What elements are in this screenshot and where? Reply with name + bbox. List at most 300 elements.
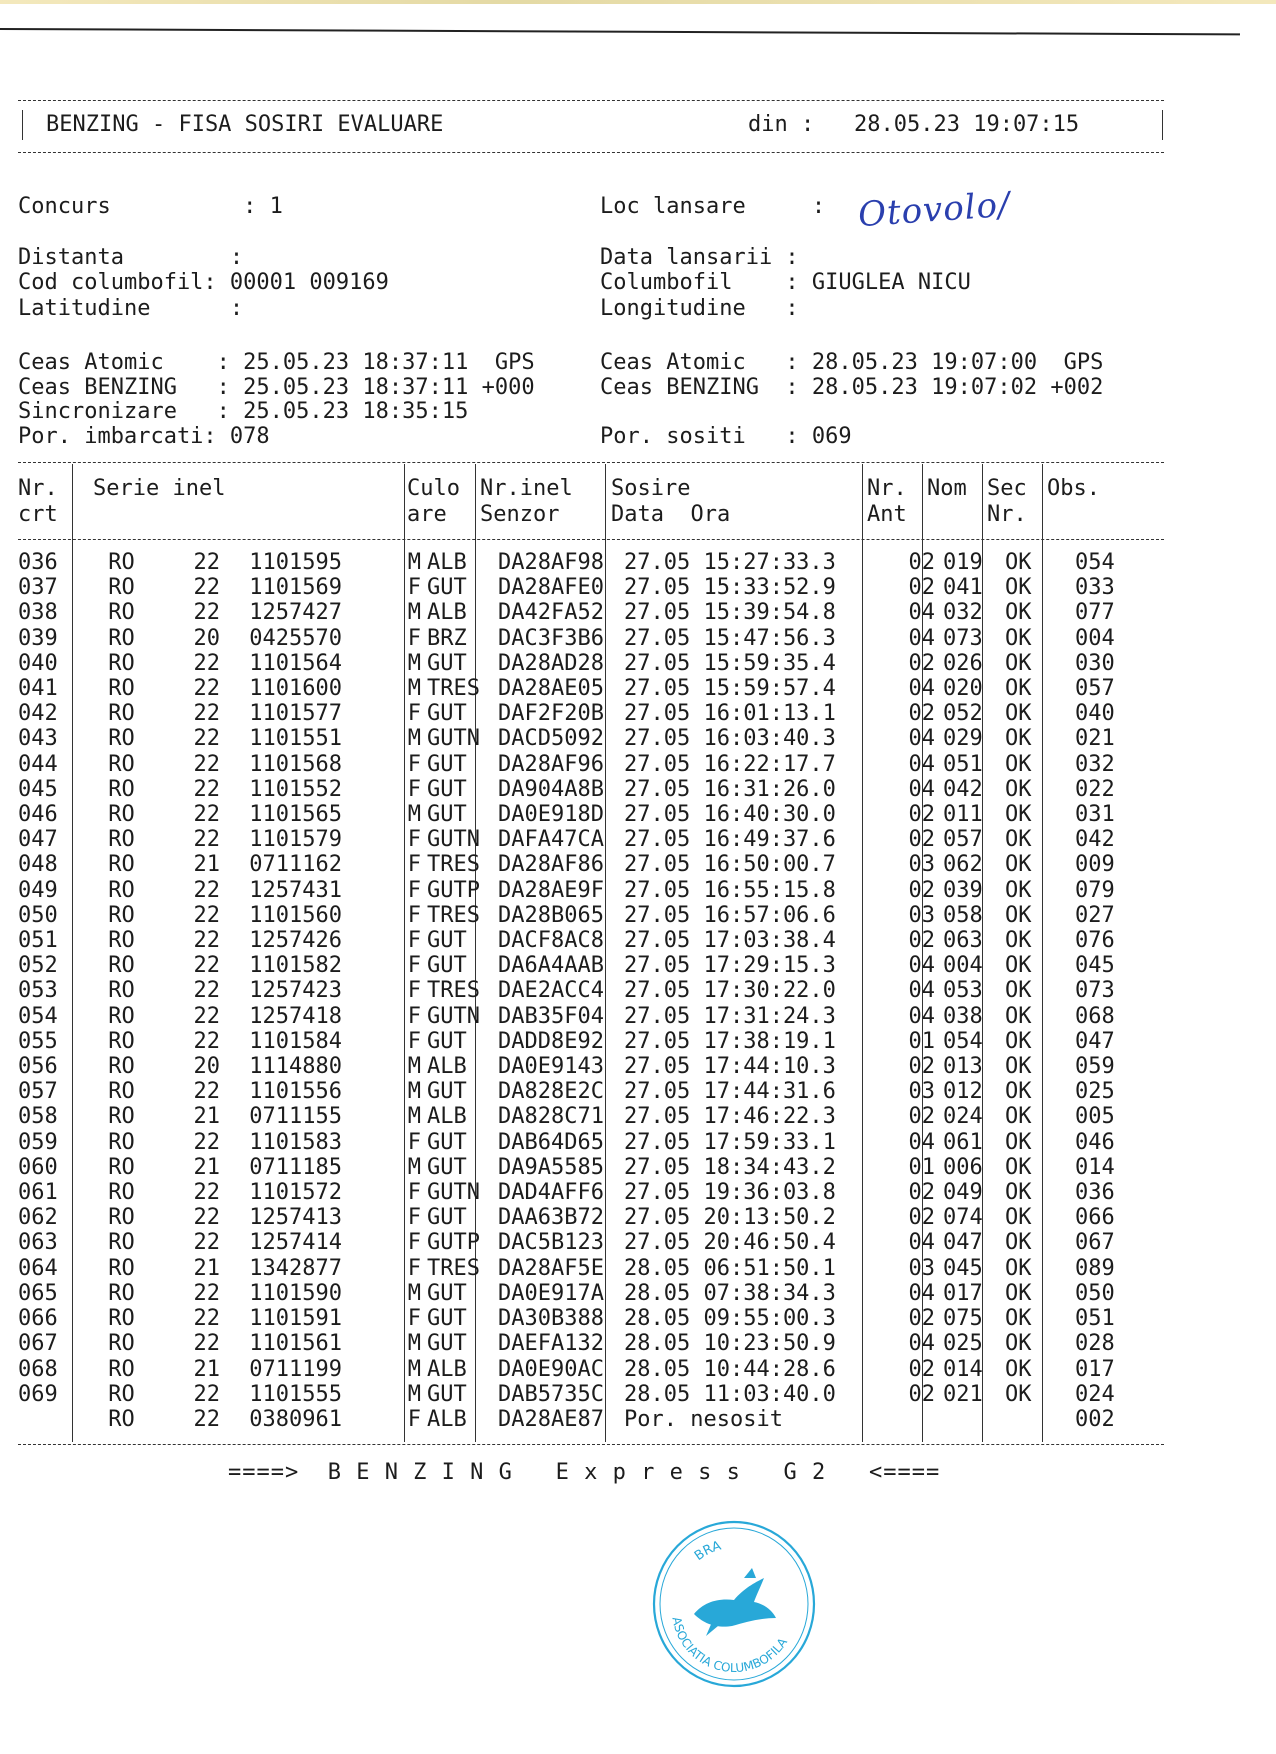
security-status: OK [1005,877,1032,903]
table-row [18,928,1175,953]
col-header-sosire: Sosire [611,476,691,501]
pigeon-sex: M [407,676,421,702]
pigeon-color: ALB [427,1356,467,1382]
porumbei-sositi: Por. sositi : 069 [600,424,852,449]
pigeon-color: ALB [427,600,467,626]
observation-value: 068 [1075,1003,1115,1029]
stamp-bottom-text: ASOCIATIA COLUMBOFILA [669,1615,790,1676]
ring-number: 1101569 [249,575,342,601]
table-row [18,1256,1175,1281]
table-row [18,978,1175,1003]
ring-number: 1101583 [249,1129,342,1155]
security-status: OK [1005,802,1032,828]
distanta-field: Distanta : [18,245,244,270]
ring-number: 1101584 [249,1028,342,1054]
sensor-ring-id: DA28AFE0 [498,575,604,601]
table-row [18,777,1175,802]
nominal-number: 074 [943,1205,983,1231]
ring-year: 22 [193,575,220,601]
pigeon-sex: F [407,776,421,802]
row-number: 051 [18,928,58,954]
row-number: 049 [18,877,58,903]
arrival-datetime: 28.05 10:23:50.9 [624,1331,836,1357]
observation-value: 076 [1075,928,1115,954]
observation-value: 077 [1075,600,1115,626]
ceas-benzing-end: Ceas BENZING : 28.05.23 19:07:02 +002 [600,375,1104,400]
arrival-datetime: 27.05 16:01:13.1 [624,701,836,727]
pigeon-color: ALB [427,1054,467,1080]
pigeon-color: GUT [427,802,467,828]
sensor-ring-id: DADD8E92 [498,1028,604,1054]
pigeon-sex: F [407,1129,421,1155]
row-number: 061 [18,1180,58,1206]
pigeon-color: GUTP [427,1230,480,1256]
pigeon-color: GUT [427,575,467,601]
ring-country: RO [108,1255,135,1281]
ring-year: 22 [193,1079,220,1105]
row-number: 041 [18,676,58,702]
observation-value: 030 [1075,650,1115,676]
table-row [18,1004,1175,1029]
observation-value: 045 [1075,953,1115,979]
security-status: OK [1005,1028,1032,1054]
nominal-number: 011 [943,802,983,828]
pigeon-color: GUTN [427,1180,480,1206]
row-number: 044 [18,751,58,777]
table-row [18,1230,1175,1255]
ring-country: RO [108,802,135,828]
antenna-number: 02 [908,1104,935,1130]
nominal-number: 029 [943,726,983,752]
sensor-ring-id: DAA63B72 [498,1205,604,1231]
arrival-datetime: 27.05 15:27:33.3 [624,550,836,575]
ring-number: 1101582 [249,953,342,979]
nominal-number: 024 [943,1104,983,1130]
arrival-datetime: 27.05 16:03:40.3 [624,726,836,752]
ring-year: 22 [193,827,220,853]
antenna-number: 04 [908,978,935,1004]
arrival-datetime: 27.05 20:13:50.2 [624,1205,836,1231]
observation-value: 040 [1075,701,1115,727]
security-status: OK [1005,1306,1032,1332]
ring-country: RO [108,953,135,979]
ring-country: RO [108,600,135,626]
pigeon-sex: M [407,726,421,752]
row-number: 045 [18,776,58,802]
ring-year: 22 [193,1230,220,1256]
security-status: OK [1005,776,1032,802]
ring-year: 22 [193,1331,220,1357]
ring-number: 1257423 [249,978,342,1004]
pigeon-color: GUT [427,1381,467,1407]
pigeon-sex: F [407,1406,421,1432]
nominal-number: 006 [943,1154,983,1180]
ring-number: 1257418 [249,1003,342,1029]
observation-value: 017 [1075,1356,1115,1382]
ring-country: RO [108,1306,135,1332]
observation-value: 022 [1075,776,1115,802]
nominal-number: 047 [943,1230,983,1256]
sensor-ring-id: DA904A8B [498,776,604,802]
nominal-number: 013 [943,1054,983,1080]
pigeon-color: GUT [427,1154,467,1180]
sensor-ring-id: DA0E9143 [498,1054,604,1080]
security-status: OK [1005,1280,1032,1306]
ring-country: RO [108,575,135,601]
ring-country: RO [108,625,135,651]
observation-value: 079 [1075,877,1115,903]
col-header-ant: Ant [867,502,907,527]
ring-number: 1101579 [249,827,342,853]
pigeon-color: GUT [427,1306,467,1332]
nominal-number: 063 [943,928,983,954]
security-status: OK [1005,751,1032,777]
antenna-number: 04 [908,1129,935,1155]
nominal-number: 049 [943,1180,983,1206]
antenna-number: 01 [908,1028,935,1054]
security-status: OK [1005,978,1032,1004]
observation-value: 027 [1075,902,1115,928]
row-number: 046 [18,802,58,828]
ring-country: RO [108,902,135,928]
sensor-ring-id: DAEFA132 [498,1331,604,1357]
arrival-datetime: 27.05 19:36:03.8 [624,1180,836,1206]
sensor-ring-id: DA6A4AAB [498,953,604,979]
pigeon-sex: F [407,978,421,1004]
antenna-number: 04 [908,751,935,777]
pigeon-color: TRES [427,902,480,928]
pigeon-sex: F [407,701,421,727]
nominal-number: 062 [943,852,983,878]
nominal-number: 061 [943,1129,983,1155]
observation-value: 032 [1075,751,1115,777]
nominal-number: 054 [943,1028,983,1054]
table-row [18,1155,1175,1180]
antenna-number: 02 [908,877,935,903]
arrival-datetime: 27.05 15:39:54.8 [624,600,836,626]
pigeon-sex: M [407,550,421,575]
antenna-number: 04 [908,676,935,702]
pigeon-color: GUT [427,928,467,954]
sensor-ring-id: DA42FA52 [498,600,604,626]
col-header-culoare-2: are [407,502,447,527]
arrival-datetime: 27.05 15:59:57.4 [624,676,836,702]
ring-year: 21 [193,1154,220,1180]
pigeon-color: GUT [427,1280,467,1306]
pigeon-sex: F [407,1028,421,1054]
observation-value: 002 [1075,1406,1115,1432]
col-header-sec-nr: Nr. [987,502,1027,527]
col-header-serie: Serie inel [93,476,226,501]
ring-country: RO [108,1331,135,1357]
table-row [18,827,1175,852]
pigeon-color: GUT [427,1205,467,1231]
sensor-ring-id: DAF2F20B [498,701,604,727]
ring-year: 22 [193,1306,220,1332]
pigeon-sex: F [407,827,421,853]
row-number: 062 [18,1205,58,1231]
nominal-number [939,1407,999,1432]
row-number: 056 [18,1054,58,1080]
ring-year: 22 [193,701,220,727]
security-status: OK [1005,1129,1032,1155]
row-number: 069 [18,1381,58,1407]
table-row [18,1130,1175,1155]
table-row [18,802,1175,827]
security-status: OK [1005,1255,1032,1281]
arrival-datetime: 28.05 10:44:28.6 [624,1356,836,1382]
table-row [18,1054,1175,1079]
table-row [18,1281,1175,1306]
ring-country: RO [108,1104,135,1130]
pigeon-sex: M [407,1079,421,1105]
ring-year: 22 [193,802,220,828]
table-row [18,626,1175,651]
cod-columbofil-field: Cod columbofil: 00001 009169 [18,270,389,295]
table-row [18,651,1175,676]
antenna-number: 02 [908,550,935,575]
sensor-ring-id: DA28AD28 [498,650,604,676]
security-status: OK [1005,726,1032,752]
security-status: OK [1005,1104,1032,1130]
ring-country: RO [108,701,135,727]
arrival-datetime: 27.05 20:46:50.4 [624,1230,836,1256]
nominal-number: 073 [943,625,983,651]
arrival-datetime: 27.05 17:03:38.4 [624,928,836,954]
nominal-number: 012 [943,1079,983,1105]
row-number: 067 [18,1331,58,1357]
row-number: 055 [18,1028,58,1054]
nominal-number: 019 [943,550,983,575]
security-status: OK [1005,1381,1032,1407]
arrival-datetime: 27.05 17:59:33.1 [624,1129,836,1155]
observation-value: 059 [1075,1054,1115,1080]
pigeon-color: GUTP [427,877,480,903]
arrival-datetime: Por. nesosit [624,1406,783,1432]
antenna-number: 03 [908,1079,935,1105]
table-header-rule [18,539,1164,540]
nominal-number: 025 [943,1331,983,1357]
sensor-ring-id: DA28AE9F [498,877,604,903]
ring-year: 22 [193,1381,220,1407]
antenna-number [878,1407,939,1432]
report-title: BENZING - FISA SOSIRI EVALUARE [46,112,444,137]
sensor-ring-id: DAB64D65 [498,1129,604,1155]
ring-number: 0425570 [249,625,342,651]
ring-country: RO [108,676,135,702]
row-number: 059 [18,1129,58,1155]
security-status: OK [1005,1154,1032,1180]
row-number: 038 [18,600,58,626]
ring-number: 1101560 [249,902,342,928]
nominal-number: 052 [943,701,983,727]
table-row [18,1357,1175,1382]
ring-country: RO [108,1230,135,1256]
row-number: 066 [18,1306,58,1332]
ring-number: 0380961 [249,1406,342,1432]
ring-number: 0711155 [249,1104,342,1130]
ring-country: RO [108,1028,135,1054]
pigeon-color: GUT [427,776,467,802]
sensor-ring-id: DA28AE05 [498,676,604,702]
table-row [18,701,1175,726]
ring-number: 1101561 [249,1331,342,1357]
sensor-ring-id: DACF8AC8 [498,928,604,954]
pigeon-color: GUT [427,751,467,777]
security-status: OK [1005,625,1032,651]
pigeon-color: GUTN [427,827,480,853]
arrival-datetime: 27.05 17:31:24.3 [624,1003,836,1029]
ring-year: 22 [193,953,220,979]
ring-number: 1101565 [249,802,342,828]
arrival-datetime: 27.05 16:49:37.6 [624,827,836,853]
sensor-ring-id: DA28B065 [498,902,604,928]
ceas-atomic-start: Ceas Atomic : 25.05.23 18:37:11 GPS [18,350,535,375]
nominal-number: 020 [943,676,983,702]
col-header-nom: Nom [927,476,967,501]
antenna-number: 02 [908,1356,935,1382]
observation-value: 047 [1075,1028,1115,1054]
arrival-datetime: 27.05 17:30:22.0 [624,978,836,1004]
security-status: OK [1005,1356,1032,1382]
observation-value: 009 [1075,852,1115,878]
nominal-number: 045 [943,1255,983,1281]
antenna-number: 04 [908,1230,935,1256]
ring-year: 22 [193,928,220,954]
ceas-atomic-end: Ceas Atomic : 28.05.23 19:07:00 GPS [600,350,1104,375]
row-number: 052 [18,953,58,979]
arrival-datetime: 27.05 15:47:56.3 [624,625,836,651]
col-header-nr-inel: Nr.inel [480,476,573,501]
loc-lansare-handwritten: Otovolo/ [856,184,1012,236]
row-number: 040 [18,650,58,676]
nominal-number: 058 [943,902,983,928]
sensor-ring-id: DA0E917A [498,1280,604,1306]
row-number: 060 [18,1154,58,1180]
antenna-number: 02 [908,1054,935,1080]
sensor-ring-id: DAC5B123 [498,1230,604,1256]
ring-number: 1114880 [249,1054,342,1080]
pigeon-color: TRES [427,1255,480,1281]
sensor-ring-id: DA828C71 [498,1104,604,1130]
nominal-number: 004 [943,953,983,979]
antenna-number: 02 [908,1180,935,1206]
pigeon-sex: M [407,1280,421,1306]
ring-year: 22 [193,1406,220,1432]
nominal-number: 053 [943,978,983,1004]
sensor-ring-id: DAD4AFF6 [498,1180,604,1206]
col-header-crt: crt [18,502,58,527]
pigeon-sex: M [407,1381,421,1407]
sensor-ring-id: DACD5092 [498,726,604,752]
ring-number: 1101577 [249,701,342,727]
arrival-datetime: 27.05 17:38:19.1 [624,1028,836,1054]
arrival-datetime: 27.05 16:22:17.7 [624,751,836,777]
ring-year: 22 [193,650,220,676]
ring-number: 0711162 [249,852,342,878]
col-header-data-ora: Data Ora [611,502,731,527]
columbofil-field: Columbofil : GIUGLEA NICU [600,270,971,295]
ring-country: RO [108,1406,135,1432]
pigeon-sex: M [407,600,421,626]
observation-value: 024 [1075,1381,1115,1407]
sensor-ring-id: DA0E90AC [498,1356,604,1382]
sensor-ring-id: DA28AF96 [498,751,604,777]
ring-country: RO [108,650,135,676]
observation-value: 073 [1075,978,1115,1004]
ring-year: 22 [193,776,220,802]
stamp-top-text: BRA [691,1538,723,1564]
pigeon-color: GUT [427,1079,467,1105]
ring-country: RO [108,1356,135,1382]
ring-country: RO [108,1381,135,1407]
antenna-number: 02 [908,1306,935,1332]
pigeon-color: GUT [427,1129,467,1155]
table-row [18,1331,1175,1356]
pigeon-sex: F [407,751,421,777]
ring-year: 21 [193,1255,220,1281]
pigeon-sex: F [407,1230,421,1256]
security-status: OK [1005,650,1032,676]
col-header-sec: Sec [987,476,1027,501]
row-number: 054 [18,1003,58,1029]
sensor-ring-id: DA0E918D [498,802,604,828]
observation-value: 054 [1075,550,1115,575]
ring-country: RO [108,776,135,802]
pigeon-color: ALB [427,550,467,575]
ring-country: RO [108,1280,135,1306]
sensor-ring-id: DAC3F3B6 [498,625,604,651]
ring-number: 1101591 [249,1306,342,1332]
antenna-number: 01 [908,1154,935,1180]
ring-year: 22 [193,1129,220,1155]
pigeon-sex: M [407,1331,421,1357]
observation-value: 031 [1075,802,1115,828]
col-header-culoare: Culo [407,476,460,501]
pigeon-sex: M [407,1054,421,1080]
benzing-express-footer: ====> B E N Z I N G E x p r e s s G 2 <==== [228,1460,941,1485]
ring-year: 21 [193,852,220,878]
observation-value: 066 [1075,1205,1115,1231]
arrival-datetime: 28.05 06:51:50.1 [624,1255,836,1281]
pigeon-color: TRES [427,978,480,1004]
ring-year: 22 [193,877,220,903]
arrival-datetime: 27.05 15:33:52.9 [624,575,836,601]
antenna-number: 04 [908,1331,935,1357]
ring-year: 20 [193,625,220,651]
antenna-number: 04 [908,1280,935,1306]
security-status: OK [1005,1079,1032,1105]
pigeon-sex: F [407,1205,421,1231]
pigeon-color: GUT [427,1331,467,1357]
observation-value: 005 [1075,1104,1115,1130]
pigeon-sex: M [407,1356,421,1382]
security-status: OK [1005,1331,1032,1357]
antenna-number: 02 [908,701,935,727]
club-stamp [648,1518,820,1690]
antenna-number: 04 [908,625,935,651]
ring-number: 1101555 [249,1381,342,1407]
ring-number: 1257426 [249,928,342,954]
ring-year: 22 [193,726,220,752]
nominal-number: 014 [943,1356,983,1382]
security-status: OK [1005,1003,1032,1029]
table-row [18,1180,1175,1205]
data-lansarii-field: Data lansarii : [600,245,799,270]
nominal-number: 042 [943,776,983,802]
security-status [999,1407,1065,1432]
row-number: 036 [18,550,58,575]
